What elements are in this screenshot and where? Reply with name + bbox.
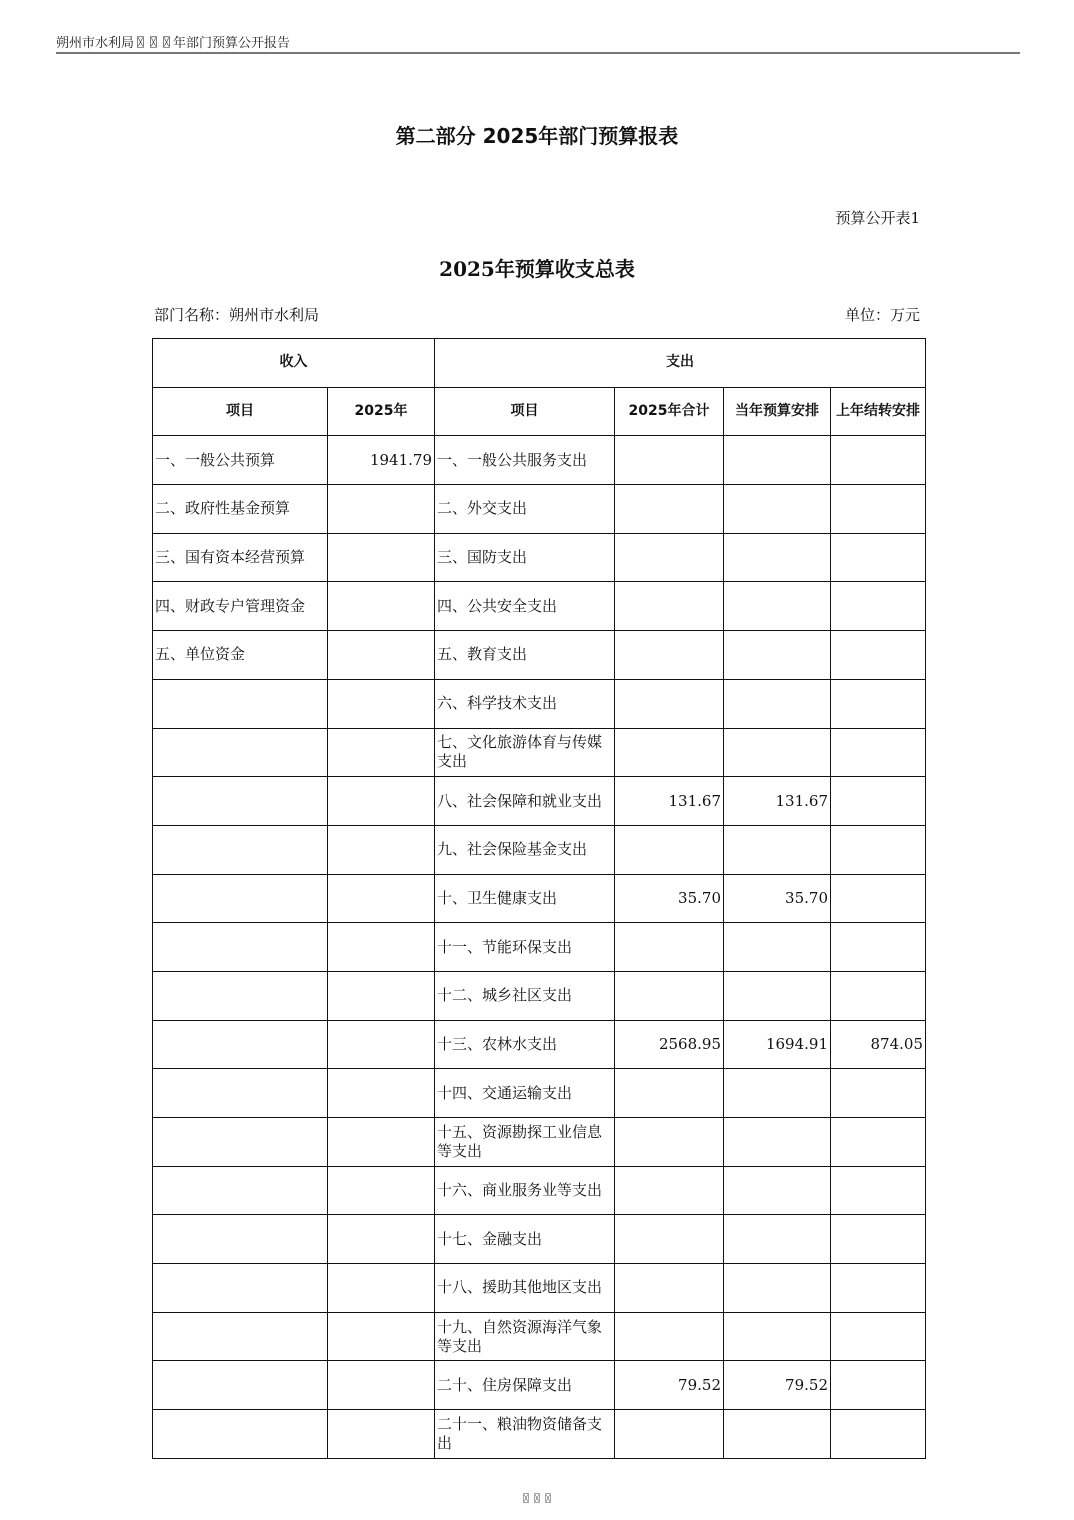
total-cell	[615, 533, 724, 582]
total-cell	[615, 1264, 724, 1313]
carryover-cell	[831, 1215, 926, 1264]
current-cell	[724, 1166, 831, 1215]
income-item-cell	[153, 874, 328, 923]
budget-summary-table	[152, 338, 926, 1459]
current-cell	[724, 1410, 831, 1459]
total-cell	[615, 1410, 724, 1459]
table-row	[153, 1118, 926, 1167]
table-row	[153, 923, 926, 972]
col-income-item: 项目	[153, 387, 328, 436]
carryover-cell	[831, 485, 926, 534]
total-cell: 79.52	[615, 1361, 724, 1410]
carryover-cell	[831, 533, 926, 582]
carryover-cell	[831, 1361, 926, 1410]
total-cell	[615, 971, 724, 1020]
table-row	[153, 1215, 926, 1264]
current-cell	[724, 1215, 831, 1264]
income-item-cell	[153, 777, 328, 826]
carryover-cell	[831, 728, 926, 777]
income-item-cell	[153, 923, 328, 972]
total-cell	[615, 1215, 724, 1264]
carryover-cell	[831, 1264, 926, 1313]
expense-item-cell: 十一、节能环保支出	[435, 923, 615, 972]
income-item-cell	[153, 679, 328, 728]
current-cell	[724, 631, 831, 680]
carryover-cell	[831, 582, 926, 631]
carryover-cell	[831, 874, 926, 923]
table-row	[153, 1166, 926, 1215]
income-item-cell	[153, 825, 328, 874]
current-cell: 79.52	[724, 1361, 831, 1410]
expense-item-cell: 九、社会保险基金支出	[435, 825, 615, 874]
income-item-cell: 四、财政专户管理资金	[153, 582, 328, 631]
income-item-cell: 一、一般公共预算	[153, 436, 328, 485]
income-item-cell	[153, 1264, 328, 1313]
income-value-cell	[328, 923, 435, 972]
expense-item-cell: 十八、援助其他地区支出	[435, 1264, 615, 1313]
total-cell	[615, 631, 724, 680]
carryover-cell	[831, 971, 926, 1020]
table-row	[153, 679, 926, 728]
income-value-cell	[328, 1020, 435, 1069]
expense-item-cell: 十六、商业服务业等支出	[435, 1166, 615, 1215]
income-item-cell	[153, 1166, 328, 1215]
current-cell: 35.70	[724, 874, 831, 923]
current-cell	[724, 923, 831, 972]
unit-label: 单位：万元	[844, 306, 920, 324]
col-total: 2025年合计	[615, 387, 724, 436]
page-number: 〿〿〿	[520, 1492, 554, 1505]
current-cell	[724, 436, 831, 485]
income-value-cell	[328, 533, 435, 582]
expense-item-cell: 八、社会保障和就业支出	[435, 777, 615, 826]
col-carryover: 上年结转安排	[831, 387, 926, 436]
total-cell	[615, 1312, 724, 1361]
income-value-cell	[328, 777, 435, 826]
table-row	[153, 1312, 926, 1361]
total-cell: 35.70	[615, 874, 724, 923]
income-value-cell	[328, 1410, 435, 1459]
current-cell	[724, 485, 831, 534]
income-item-cell	[153, 728, 328, 777]
income-value-cell	[328, 1215, 435, 1264]
expense-item-cell: 六、科学技术支出	[435, 679, 615, 728]
table-row	[153, 1264, 926, 1313]
income-header: 收入	[153, 339, 435, 388]
table-row	[153, 582, 926, 631]
expense-item-cell: 二、外交支出	[435, 485, 615, 534]
expense-item-cell: 四、公共安全支出	[435, 582, 615, 631]
income-value-cell	[328, 971, 435, 1020]
carryover-cell	[831, 825, 926, 874]
running-header-text: 朔州市水利局〿〿〿年部门预算公开报告	[56, 36, 291, 51]
total-cell	[615, 1069, 724, 1118]
income-value-cell	[328, 825, 435, 874]
carryover-cell	[831, 923, 926, 972]
expense-item-cell: 十九、自然资源海洋气象等支出	[435, 1312, 615, 1361]
current-cell: 1694.91	[724, 1020, 831, 1069]
total-cell: 131.67	[615, 777, 724, 826]
expense-item-cell: 十四、交通运输支出	[435, 1069, 615, 1118]
current-cell	[724, 679, 831, 728]
income-value-cell	[328, 1361, 435, 1410]
table-row	[153, 1069, 926, 1118]
income-value-cell: 1941.79	[328, 436, 435, 485]
table-row	[153, 1361, 926, 1410]
expense-item-cell: 七、文化旅游体育与传媒支出	[435, 728, 615, 777]
income-value-cell	[328, 1312, 435, 1361]
table-row	[153, 1020, 926, 1069]
total-cell	[615, 825, 724, 874]
income-item-cell	[153, 1118, 328, 1167]
total-cell	[615, 485, 724, 534]
running-header	[56, 30, 1020, 54]
total-cell	[615, 1166, 724, 1215]
table-row	[153, 436, 926, 485]
income-value-cell	[328, 1264, 435, 1313]
total-cell	[615, 582, 724, 631]
expense-item-cell: 十二、城乡社区支出	[435, 971, 615, 1020]
current-cell	[724, 1118, 831, 1167]
expense-item-cell: 十七、金融支出	[435, 1215, 615, 1264]
income-value-cell	[328, 631, 435, 680]
expense-header: 支出	[435, 339, 926, 388]
carryover-cell	[831, 1118, 926, 1167]
total-cell	[615, 1118, 724, 1167]
total-cell	[615, 436, 724, 485]
table-code: 预算公开表1	[835, 209, 920, 227]
carryover-cell: 874.05	[831, 1020, 926, 1069]
table-title: 2025年预算收支总表	[439, 257, 635, 281]
income-item-cell: 二、政府性基金预算	[153, 485, 328, 534]
income-value-cell	[328, 485, 435, 534]
expense-item-cell: 十、卫生健康支出	[435, 874, 615, 923]
expense-item-cell: 一、一般公共服务支出	[435, 436, 615, 485]
table-row	[153, 533, 926, 582]
table-row	[153, 728, 926, 777]
income-item-cell	[153, 1020, 328, 1069]
income-item-cell	[153, 1069, 328, 1118]
carryover-cell	[831, 436, 926, 485]
table-row	[153, 485, 926, 534]
table-row	[153, 874, 926, 923]
income-value-cell	[328, 874, 435, 923]
part-title: 第二部分 2025年部门预算报表	[395, 124, 679, 148]
col-income-year: 2025年	[328, 387, 435, 436]
table-row	[153, 971, 926, 1020]
income-value-cell	[328, 1118, 435, 1167]
current-cell	[724, 533, 831, 582]
table-row	[153, 631, 926, 680]
total-cell	[615, 728, 724, 777]
income-value-cell	[328, 1069, 435, 1118]
carryover-cell	[831, 679, 926, 728]
carryover-cell	[831, 631, 926, 680]
expense-item-cell: 十三、农林水支出	[435, 1020, 615, 1069]
income-item-cell: 三、国有资本经营预算	[153, 533, 328, 582]
total-cell: 2568.95	[615, 1020, 724, 1069]
total-cell	[615, 923, 724, 972]
carryover-cell	[831, 777, 926, 826]
income-item-cell	[153, 1361, 328, 1410]
current-cell	[724, 971, 831, 1020]
current-cell: 131.67	[724, 777, 831, 826]
col-current: 当年预算安排	[724, 387, 831, 436]
income-item-cell	[153, 1410, 328, 1459]
income-value-cell	[328, 1166, 435, 1215]
table-row	[153, 825, 926, 874]
income-item-cell: 五、单位资金	[153, 631, 328, 680]
income-value-cell	[328, 679, 435, 728]
current-cell	[724, 728, 831, 777]
income-value-cell	[328, 728, 435, 777]
current-cell	[724, 582, 831, 631]
department-name: 部门名称：朔州市水利局	[154, 306, 320, 324]
carryover-cell	[831, 1069, 926, 1118]
expense-item-cell: 三、国防支出	[435, 533, 615, 582]
table-row	[153, 1410, 926, 1459]
expense-item-cell: 二十、住房保障支出	[435, 1361, 615, 1410]
carryover-cell	[831, 1410, 926, 1459]
current-cell	[724, 1264, 831, 1313]
expense-item-cell: 十五、资源勘探工业信息等支出	[435, 1118, 615, 1167]
expense-item-cell: 二十一、粮油物资储备支出	[435, 1410, 615, 1459]
income-value-cell	[328, 582, 435, 631]
current-cell	[724, 1069, 831, 1118]
current-cell	[724, 825, 831, 874]
income-item-cell	[153, 971, 328, 1020]
table-row	[153, 777, 926, 826]
total-cell	[615, 679, 724, 728]
carryover-cell	[831, 1312, 926, 1361]
current-cell	[724, 1312, 831, 1361]
carryover-cell	[831, 1166, 926, 1215]
expense-item-cell: 五、教育支出	[435, 631, 615, 680]
col-expense-item: 项目	[435, 387, 615, 436]
income-item-cell	[153, 1215, 328, 1264]
income-item-cell	[153, 1312, 328, 1361]
